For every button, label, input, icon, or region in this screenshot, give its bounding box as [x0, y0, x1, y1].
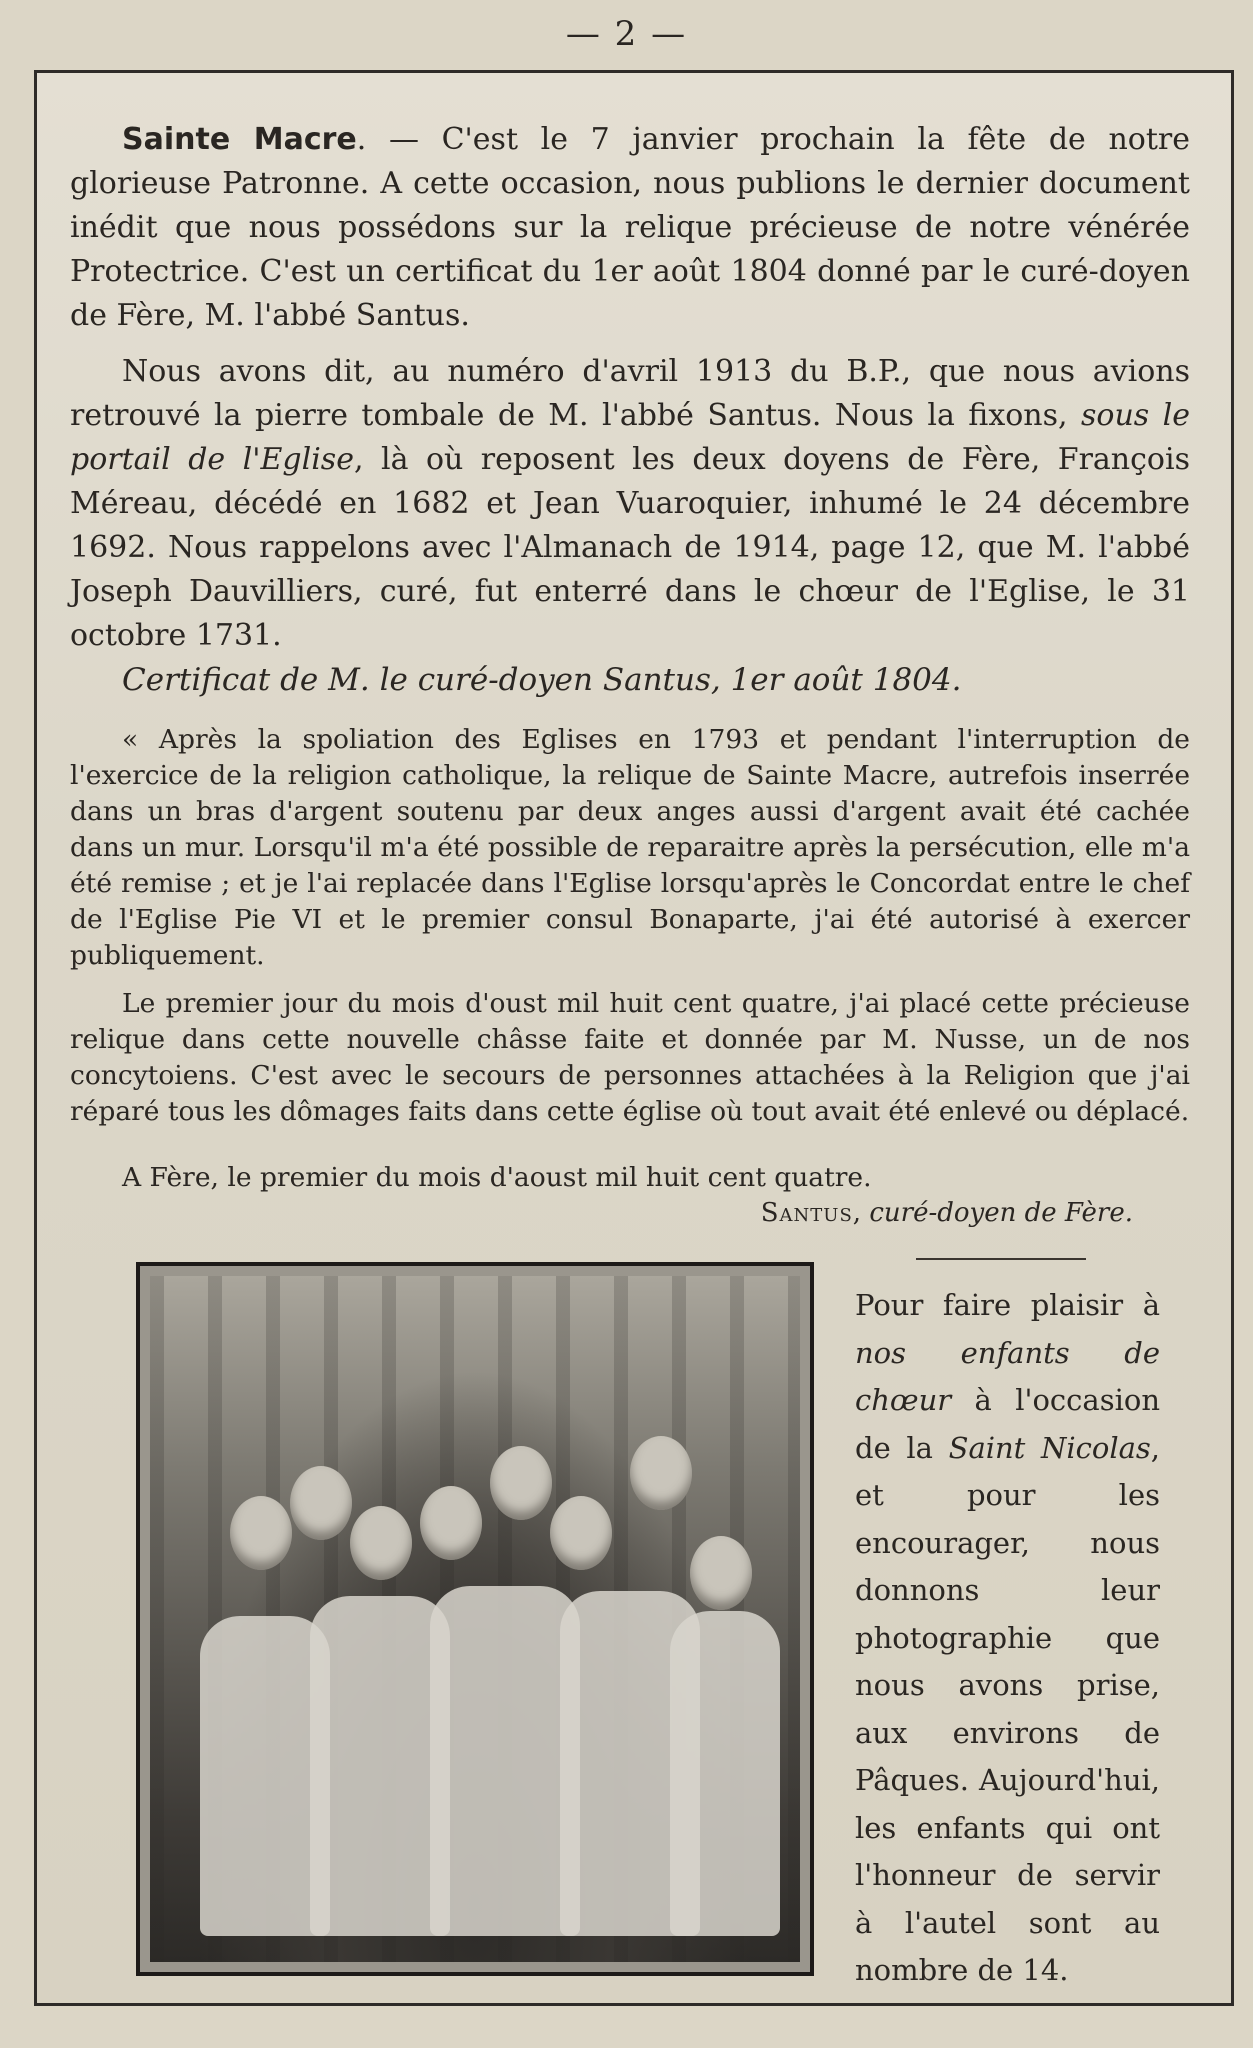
paragraph-2-italic: sous le portail de l'Eglise — [70, 398, 1190, 477]
photo-image — [150, 1276, 800, 1962]
certificate-paragraph-2: Le premier jour du mois d'oust mil huit cent quatre, j'ai placé cette précieuse relique dans cette nouvelle châsse faite et donnée par M. Nusse, un de nos concytoiens. C'est avec le secours de personnes attachées à la Religion que j'ai réparé tous les dômages faits dans cette église où tout avait été enlevé ou déplacé. — [70, 988, 1190, 1127]
certificate-paragraph-3: A Fère, le premier du mois d'aoust mil huit cent quatre. — [122, 1162, 872, 1193]
page-number: — 2 — — [565, 14, 688, 54]
side-text-italic-1: nos enfants de chœur — [855, 1335, 1160, 1417]
signature: Santus, curé-doyen de Fère. — [760, 1198, 1133, 1228]
section-title: Sainte Macre — [122, 122, 357, 157]
signature-role: curé-doyen de Fère. — [869, 1198, 1133, 1228]
signature-name: Santus — [760, 1198, 853, 1228]
certificate-heading: Certificat de M. le curé-doyen Santus, 1er août 1804. — [122, 662, 962, 698]
side-caption — [855, 1282, 1160, 1995]
side-text-b: à l'occasion de la — [855, 1383, 1160, 1465]
side-text-a: Pour faire plaisir à — [855, 1288, 1160, 1322]
separator-rule — [916, 1258, 1086, 1260]
choir-boys-photograph — [136, 1262, 814, 1976]
paragraph-2-text-a: Nous avons dit, au numéro d'avril 1913 du B.P., que nous avions retrouvé la pierre tombale de M. l'abbé Santus. Nous la fixons, — [70, 354, 1190, 433]
side-text-c: , et pour les encourager, nous donnons leur photographie que nous avons prise, aux environs de Pâques. Aujourd'hui, les enfants qui ont l'honneur de servir à l'autel sont au nombre de 14. — [855, 1430, 1160, 1987]
side-text-italic-2: Saint Nicolas — [948, 1430, 1151, 1465]
paragraph-1-text: . — C'est le 7 janvier prochain la fête de notre glorieuse Patronne. A cette occasion, nous publions le dernier document inédit que nous possédons sur la relique précieuse de notre vénérée Protectrice. C'est un certificat du 1er août 1804 donné par le curé-doyen de Fère, M. l'abbé Santus. — [70, 122, 1190, 333]
paragraph-sainte-macre — [70, 118, 1190, 338]
paragraph-tombstone — [70, 350, 1190, 658]
photo-figures — [190, 1426, 760, 1922]
paragraph-2-text-b: , là où reposent les deux doyens de Fère, François Méreau, décédé en 1682 et Jean Vuaroquier, inhumé le 24 décembre 1692. Nous rappelons avec l'Almanach de 1914, page 12, que M. l'abbé Joseph Dauvilliers, curé, fut enterré dans le chœur de l'Eglise, le 31 octobre 1731. — [70, 442, 1190, 653]
certificate-paragraph-1: « Après la spoliation des Eglises en 1793 et pendant l'interruption de l'exercice de la religion catholique, la relique de Sainte Macre, autrefois inserrée dans un bras d'argent soutenu par deux anges aussi d'argent avait été cachée dans un mur. Lorsqu'il m'a été possible de reparaitre après la persécution, elle m'a été remise ; et je l'ai replacée dans l'Eglise lorsqu'après le Concordat entre le chef de l'Eglise Pie VI et le premier consul Bonaparte, j'ai été autorisé à exercer publiquement. — [70, 724, 1190, 971]
